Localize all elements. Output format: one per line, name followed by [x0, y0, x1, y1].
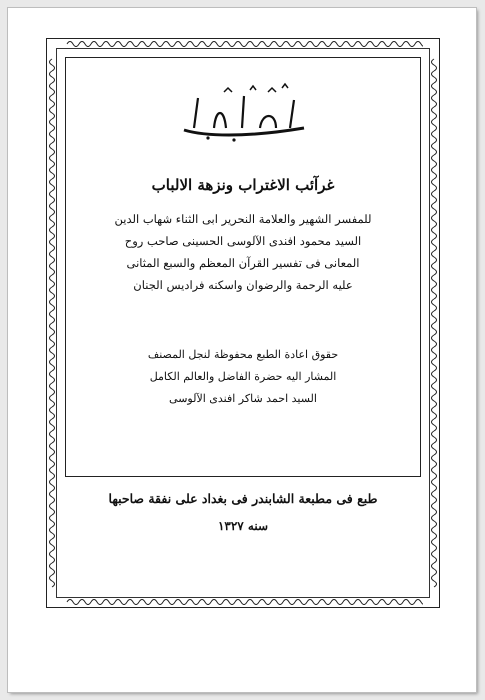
border-scroll-motif [50, 107, 55, 119]
border-scroll-motif [151, 42, 163, 47]
border-scroll-motif [432, 359, 437, 371]
border-scroll-motif [432, 95, 437, 107]
border-scroll-motif [50, 71, 55, 83]
border-scroll-motif [50, 191, 55, 203]
border-scroll-motif [139, 42, 151, 47]
border-scroll-motif [139, 600, 151, 605]
border-scroll-motif [403, 600, 415, 605]
border-scroll-motif [199, 600, 211, 605]
border-scroll-motif [432, 551, 437, 563]
border-scroll-motif [432, 431, 437, 443]
printer-imprint: طبع فى مطبعة الشابندر فى بغداد على نفقة صاحبها [108, 491, 378, 506]
rights-line-2: المشار اليه حضرة الفاضل والعالم الكامل [149, 370, 337, 383]
border-scroll-motif [432, 251, 437, 263]
border-scroll-motif [379, 600, 391, 605]
border-scroll-motif [432, 287, 437, 299]
border-scroll-motif [391, 600, 403, 605]
title-panel [65, 57, 421, 477]
border-scroll-motif [50, 479, 55, 491]
border-scroll-motif [50, 539, 55, 551]
border-scroll-motif [271, 42, 283, 47]
border-scroll-motif [343, 42, 355, 47]
border-scroll-motif [271, 600, 283, 605]
border-scroll-motif [432, 131, 437, 143]
book-subtitle: غرآئب الاغتراب ونزهة الالباب [151, 176, 335, 194]
border-scroll-motif [283, 600, 295, 605]
border-scroll-motif [415, 600, 423, 605]
border-scroll-motif [50, 215, 55, 227]
border-scroll-motif [50, 239, 55, 251]
border-scroll-motif [50, 179, 55, 191]
border-scroll-motif [127, 42, 139, 47]
border-scroll-motif [103, 600, 115, 605]
border-scroll-motif [50, 455, 55, 467]
border-scroll-motif [343, 600, 355, 605]
border-scroll-motif [50, 467, 55, 479]
border-scroll-motif [50, 551, 55, 563]
author-line-4: عليه الرحمة والرضوان واسكنه فراديس الجنان [133, 278, 353, 292]
border-scroll-motif [432, 383, 437, 395]
rights-line-3: السيد احمد شاكر افندى الآلوسى [169, 392, 317, 405]
border-ornament-bottom [65, 597, 423, 607]
border-scroll-motif [367, 42, 379, 47]
border-scroll-motif [432, 119, 437, 131]
border-scroll-motif [50, 143, 55, 155]
border-scroll-motif [432, 191, 437, 203]
border-scroll-motif [295, 42, 307, 47]
border-scroll-motif [187, 42, 199, 47]
border-scroll-motif [50, 287, 55, 299]
ornamental-border [46, 38, 440, 608]
border-scroll-motif [67, 42, 79, 47]
border-scroll-motif [379, 42, 391, 47]
border-scroll-motif [432, 395, 437, 407]
border-scroll-motif [50, 407, 55, 419]
rights-line-1: حقوق اعادة الطبع محفوظة لنجل المصنف [147, 348, 339, 361]
border-scroll-motif [50, 431, 55, 443]
border-scroll-motif [432, 155, 437, 167]
border-scroll-motif [50, 371, 55, 383]
border-scroll-motif [319, 600, 331, 605]
border-scroll-motif [432, 323, 437, 335]
border-scroll-motif [163, 42, 175, 47]
border-scroll-motif [247, 42, 259, 47]
border-scroll-motif [432, 263, 437, 275]
border-scroll-motif [211, 600, 223, 605]
border-scroll-motif [50, 155, 55, 167]
border-scroll-motif [355, 42, 367, 47]
border-scroll-motif [432, 275, 437, 287]
border-scroll-motif [307, 600, 319, 605]
border-scroll-motif [295, 600, 307, 605]
border-scroll-motif [432, 443, 437, 455]
border-scroll-motif [432, 563, 437, 575]
border-scroll-motif [115, 600, 127, 605]
author-line-1: للمفسر الشهير والعلامة النحرير ابى الثناء شهاب الدين [114, 212, 372, 226]
border-scroll-motif [319, 42, 331, 47]
publication-year: سنه ١٣٢٧ [217, 519, 269, 533]
border-scroll-motif [50, 335, 55, 347]
border-scroll-motif [432, 227, 437, 239]
border-scroll-motif [211, 42, 223, 47]
border-scroll-motif [50, 227, 55, 239]
border-scroll-motif [247, 600, 259, 605]
border-scroll-motif [50, 575, 55, 587]
border-scroll-motif [331, 42, 343, 47]
border-scroll-motif [432, 575, 437, 587]
border-scroll-motif [199, 42, 211, 47]
border-scroll-motif [151, 600, 163, 605]
border-scroll-motif [415, 42, 423, 47]
border-scroll-motif [187, 600, 199, 605]
border-scroll-motif [50, 359, 55, 371]
border-scroll-motif [50, 263, 55, 275]
border-scroll-motif [259, 600, 271, 605]
border-scroll-motif [91, 42, 103, 47]
border-scroll-motif [432, 479, 437, 491]
document-page [8, 8, 476, 692]
border-scroll-motif [403, 42, 415, 47]
border-scroll-motif [223, 42, 235, 47]
border-scroll-motif [259, 42, 271, 47]
border-scroll-motif [50, 203, 55, 215]
border-scroll-motif [50, 347, 55, 359]
border-scroll-motif [432, 143, 437, 155]
border-scroll-motif [50, 167, 55, 179]
border-scroll-motif [223, 600, 235, 605]
border-scroll-motif [50, 311, 55, 323]
border-scroll-motif [163, 600, 175, 605]
border-scroll-motif [67, 600, 79, 605]
border-scroll-motif [50, 131, 55, 143]
border-scroll-motif [432, 71, 437, 83]
border-scroll-motif [432, 215, 437, 227]
border-scroll-motif [79, 42, 91, 47]
border-scroll-motif [50, 395, 55, 407]
border-scroll-motif [432, 539, 437, 551]
border-scroll-motif [50, 275, 55, 287]
border-scroll-motif [355, 600, 367, 605]
border-scroll-motif [235, 42, 247, 47]
border-scroll-motif [115, 42, 127, 47]
border-scroll-motif [432, 179, 437, 191]
border-scroll-motif [432, 467, 437, 479]
title-calligraphy [164, 78, 324, 148]
border-scroll-motif [103, 42, 115, 47]
border-scroll-motif [391, 42, 403, 47]
border-scroll-motif [50, 323, 55, 335]
border-scroll-motif [50, 299, 55, 311]
border-scroll-motif [175, 600, 187, 605]
author-line-3: المعانى فى تفسير القرآن المعظم والسبع المثانى [126, 256, 360, 270]
border-scroll-motif [432, 311, 437, 323]
border-scroll-motif [432, 371, 437, 383]
border-scroll-motif [283, 42, 295, 47]
border-scroll-motif [432, 419, 437, 431]
border-scroll-motif [127, 600, 139, 605]
border-scroll-motif [79, 600, 91, 605]
border-scroll-motif [432, 347, 437, 359]
border-scroll-motif [432, 59, 437, 71]
rights-block [66, 344, 420, 410]
border-scroll-motif [91, 600, 103, 605]
border-scroll-motif [50, 563, 55, 575]
border-scroll-motif [50, 443, 55, 455]
border-scroll-motif [432, 335, 437, 347]
border-scroll-motif [432, 455, 437, 467]
border-scroll-motif [50, 251, 55, 263]
author-block [66, 208, 420, 296]
border-scroll-motif [50, 83, 55, 95]
border-scroll-motif [432, 83, 437, 95]
border-scroll-motif [175, 42, 187, 47]
author-line-2: السيد محمود افندى الآلوسى الحسينى صاحب روح [124, 234, 362, 248]
border-scroll-motif [50, 119, 55, 131]
border-scroll-motif [50, 383, 55, 395]
border-scroll-motif [432, 167, 437, 179]
border-scroll-motif [50, 59, 55, 71]
border-scroll-motif [307, 42, 319, 47]
border-scroll-motif [235, 600, 247, 605]
border-scroll-motif [432, 299, 437, 311]
border-scroll-motif [367, 600, 379, 605]
border-scroll-motif [432, 239, 437, 251]
border-ornament-right [429, 57, 439, 591]
border-scroll-motif [50, 419, 55, 431]
border-scroll-motif [432, 407, 437, 419]
border-scroll-motif [432, 107, 437, 119]
border-scroll-motif [331, 600, 343, 605]
border-scroll-motif [432, 203, 437, 215]
border-scroll-motif [50, 95, 55, 107]
